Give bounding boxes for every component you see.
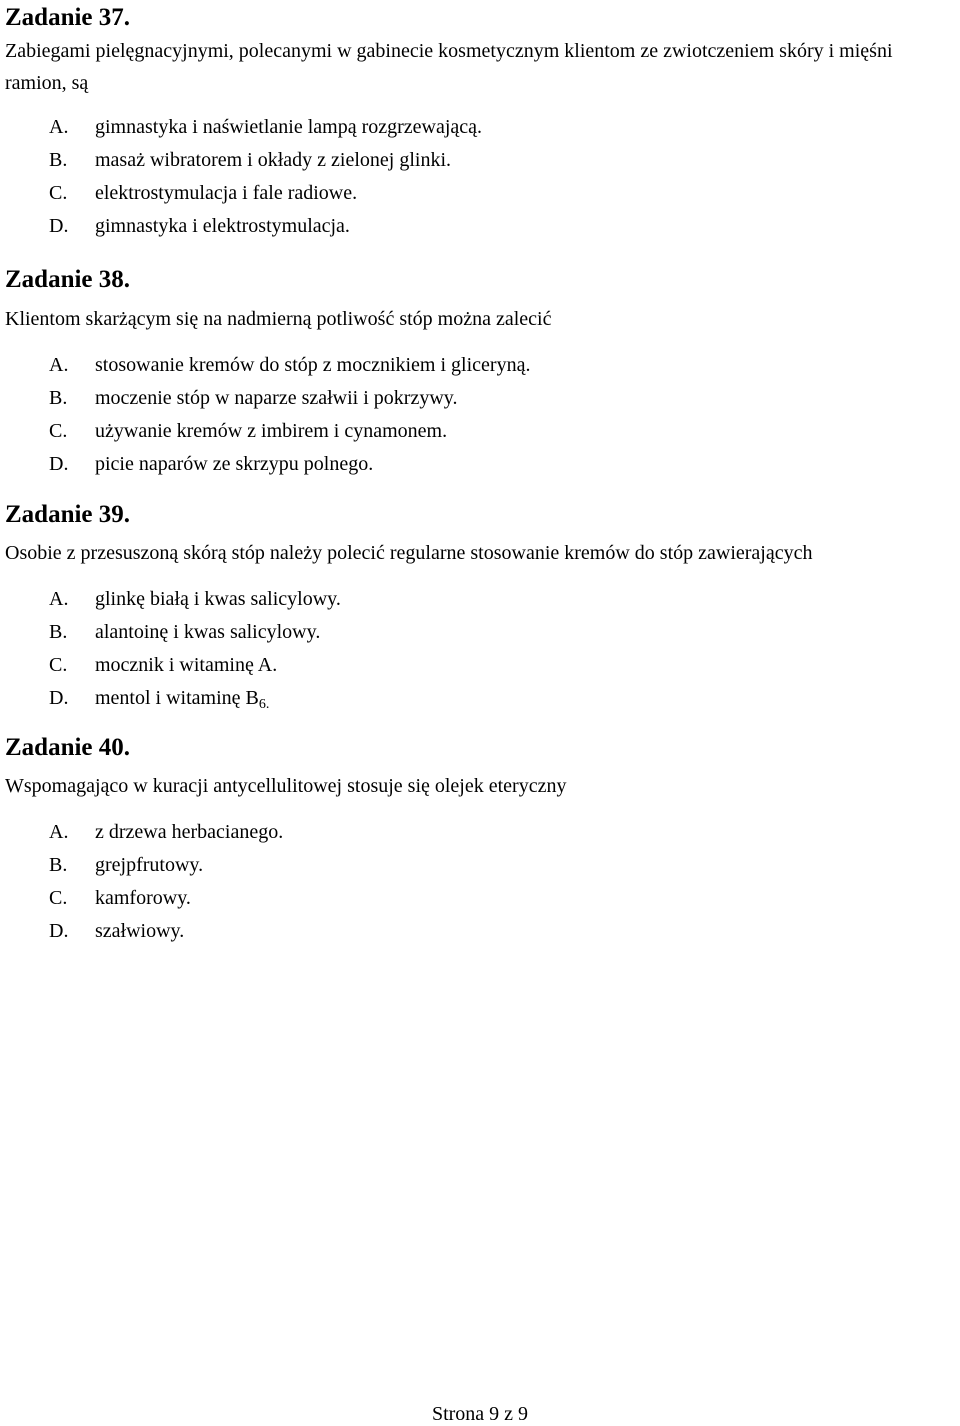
option-letter: B. (49, 621, 68, 643)
option-letter: D. (49, 453, 69, 475)
answer-option-d[interactable] (5, 915, 955, 948)
page-number-footer: Strona 9 z 9 (431, 1403, 529, 1425)
answer-option-a[interactable] (5, 349, 955, 382)
answer-option-b[interactable] (5, 849, 955, 882)
option-text-main: mentol i witaminę B (95, 687, 259, 709)
option-letter: A. (49, 354, 69, 376)
option-letter: A. (49, 116, 69, 138)
answer-option-c[interactable] (5, 649, 955, 682)
task-title: Zadanie 38. (5, 266, 131, 293)
option-letter: C. (49, 420, 68, 442)
answer-option-d[interactable] (5, 448, 955, 481)
task-38 (5, 265, 955, 481)
answer-option-c[interactable] (5, 177, 955, 210)
answer-options (5, 111, 955, 243)
task-title: Zadanie 40. (5, 734, 131, 761)
answer-option-c[interactable] (5, 415, 955, 448)
option-text: mocznik i witaminę A. (95, 654, 278, 676)
task-question: Zabiegami pielęgnacyjnymi, polecanymi w gabinecie kosmetycznym klientom ze zwiotczeniem skóry i mięśni ramion, są (5, 40, 893, 94)
option-text: glinkę białą i kwas salicylowy. (95, 588, 341, 610)
option-text: używanie kremów z imbirem i cynamonem. (95, 420, 448, 442)
option-subscript: 6. (258, 697, 270, 712)
task-question: Wspomagająco w kuracji antycellulitowej stosuje się olejek eteryczny (5, 775, 567, 797)
answer-option-b[interactable] (5, 382, 955, 415)
option-letter: D. (49, 215, 69, 237)
answer-options (5, 816, 955, 948)
option-text: z drzewa herbacianego. (95, 821, 284, 843)
option-text: elektrostymulacja i fale radiowe. (95, 182, 358, 204)
task-37 (5, 3, 955, 243)
option-text: gimnastyka i naświetlanie lampą rozgrzewającą. (95, 116, 483, 138)
answer-option-d[interactable] (5, 210, 955, 243)
option-letter: A. (49, 821, 69, 843)
option-text: moczenie stóp w naparze szałwii i pokrzywy. (95, 387, 458, 409)
option-letter: A. (49, 588, 69, 610)
answer-option-d[interactable] (5, 682, 955, 715)
task-40 (5, 733, 955, 948)
task-39 (5, 500, 955, 715)
answer-option-a[interactable] (5, 111, 955, 144)
option-text: alantoinę i kwas salicylowy. (95, 621, 321, 643)
option-letter: B. (49, 854, 68, 876)
answer-option-b[interactable] (5, 144, 955, 177)
option-letter: D. (49, 687, 69, 709)
option-letter: C. (49, 182, 68, 204)
task-title: Zadanie 39. (5, 501, 131, 528)
option-letter: D. (49, 920, 69, 942)
option-letter: B. (49, 387, 68, 409)
answer-option-c[interactable] (5, 882, 955, 915)
answer-options (5, 349, 955, 481)
option-text: masaż wibratorem i okłady z zielonej glinki. (95, 149, 451, 171)
option-letter: C. (49, 887, 68, 909)
option-letter: C. (49, 654, 68, 676)
answer-option-b[interactable] (5, 616, 955, 649)
option-text: szałwiowy. (95, 920, 185, 942)
option-text: kamforowy. (95, 887, 191, 909)
task-question: Klientom skarżącym się na nadmierną potliwość stóp można zalecić (5, 308, 552, 330)
task-question: Osobie z przesuszoną skórą stóp należy polecić regularne stosowanie kremów do stóp zawierających (5, 542, 813, 564)
task-title: Zadanie 37. (5, 4, 131, 31)
option-text: stosowanie kremów do stóp z mocznikiem i gliceryną. (95, 354, 531, 376)
answer-options (5, 583, 955, 715)
option-text: gimnastyka i elektrostymulacja. (95, 215, 350, 237)
answer-option-a[interactable] (5, 816, 955, 849)
option-letter: B. (49, 149, 68, 171)
option-text (95, 682, 269, 721)
option-text: picie naparów ze skrzypu polnego. (95, 453, 374, 475)
option-text: grejpfrutowy. (95, 854, 204, 876)
answer-option-a[interactable] (5, 583, 955, 616)
